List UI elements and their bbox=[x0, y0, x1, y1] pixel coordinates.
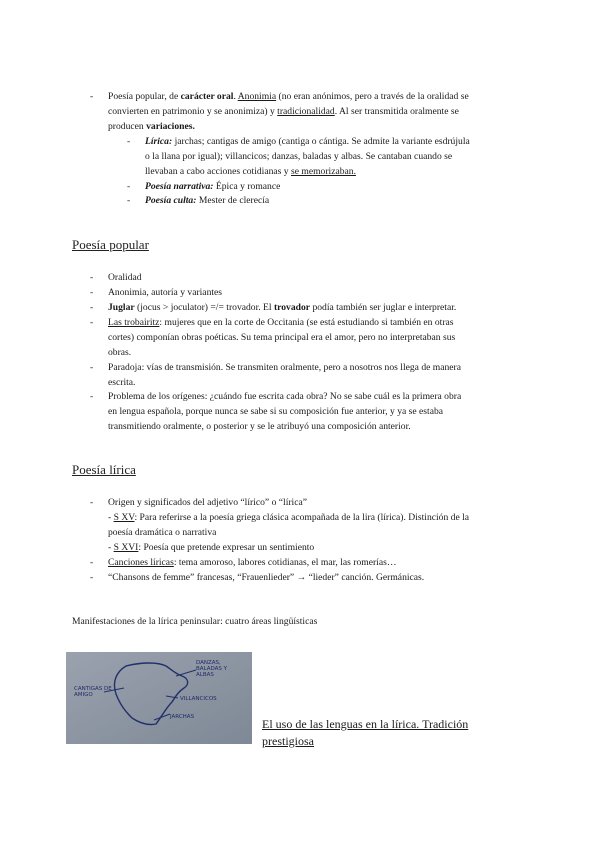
underlined-term: S XVI bbox=[113, 542, 139, 553]
bullet-dash: - bbox=[90, 362, 94, 373]
text-span: poesía dramática o narrativa bbox=[108, 527, 217, 538]
text-span: obras. bbox=[108, 347, 132, 358]
bullet-dash: - bbox=[90, 317, 94, 328]
text-span: Problema de los orígenes: ¿cuándo fue escrita cada obra? No se sabe cuál es la primera obra bbox=[108, 391, 462, 402]
list-item bbox=[90, 555, 530, 570]
list-item bbox=[90, 360, 530, 390]
bullet-dash: - bbox=[90, 272, 94, 283]
text-span: - bbox=[108, 512, 114, 523]
sketch-label: CANTIGAS DE AMIGO bbox=[74, 686, 112, 698]
text-span: Origen y significados del adjetivo “lírico” o “lírica” bbox=[108, 497, 307, 508]
bullet-dash: - bbox=[127, 195, 131, 206]
text-span: (jocus > joculator) =/= trovador. El bbox=[134, 302, 274, 313]
section-heading: Poesía popular bbox=[72, 237, 149, 252]
bold-italic-label: Lírica: bbox=[145, 136, 173, 147]
text-span: Paradoja: vías de transmisión. Se transmiten oralmente, pero a nosotros nos llega de manera bbox=[108, 362, 462, 373]
list-item bbox=[90, 285, 222, 300]
bullet-dash: - bbox=[90, 497, 94, 508]
bullet-dash: - bbox=[90, 572, 94, 583]
bold-term: Juglar bbox=[108, 302, 135, 313]
text-span: (no eran anónimos, pero a través de la oralidad se bbox=[276, 91, 469, 102]
peninsula-map-sketch bbox=[66, 652, 252, 744]
underlined-term: S XV bbox=[113, 512, 135, 523]
list-item bbox=[90, 270, 142, 285]
text-span: Poesía popular, de bbox=[108, 91, 181, 102]
bullet-dash: - bbox=[127, 181, 131, 192]
text-span: - bbox=[108, 542, 114, 553]
paragraph: Manifestaciones de la lírica peninsular: cuatro áreas lingüísticas bbox=[72, 616, 318, 627]
bold-term: carácter oral bbox=[180, 91, 234, 102]
underlined-term: Canciones líricas bbox=[108, 557, 174, 568]
sketch-label: JARCHAS bbox=[170, 714, 195, 720]
bullet-dash: - bbox=[90, 391, 94, 402]
sketch-label: DANZAS, BALADAS Y ALBAS bbox=[196, 660, 227, 678]
list-item bbox=[90, 300, 456, 315]
text-span: . bbox=[233, 91, 238, 102]
section-heading: Poesía lírica bbox=[72, 462, 136, 477]
text-span: Mester de clerecía bbox=[196, 195, 270, 206]
list-item bbox=[90, 570, 530, 585]
bullet-dash: - bbox=[90, 287, 94, 298]
text-span: podía también ser juglar e interpretar. bbox=[310, 302, 457, 313]
text-span: convierten en patrimonio y se anonimiza) y bbox=[108, 106, 278, 117]
bold-italic-label: Poesía narrativa: bbox=[145, 181, 214, 192]
text-span: escrita. bbox=[108, 377, 136, 388]
bullet-dash: - bbox=[127, 136, 131, 147]
text-span: transmitiendo oralmente, o posterior y se le atribuyó una composición anterior. bbox=[108, 421, 411, 432]
list-item bbox=[90, 389, 530, 434]
text-span: Oralidad bbox=[108, 272, 142, 283]
underlined-term: se memorizaban. bbox=[290, 166, 356, 177]
list-item bbox=[90, 495, 530, 555]
bullet-dash: - bbox=[90, 557, 94, 568]
text-span: en lengua española, porque nunca se sabe si su composición fue anterior, y ya se estaba bbox=[108, 406, 444, 417]
text-span: llevaban a cabo acciones cotidianas y bbox=[145, 166, 291, 177]
underlined-term: tradicionalidad bbox=[277, 106, 335, 117]
sub-list-item bbox=[127, 179, 280, 194]
sub-list-item bbox=[127, 134, 527, 179]
text-span: : tema amoroso, labores cotidianas, el mar, las romerías… bbox=[173, 557, 397, 568]
text-span: . Al ser transmitida oralmente se bbox=[334, 106, 459, 117]
bold-term: variaciones. bbox=[146, 121, 195, 132]
text-span: Épica y romance bbox=[213, 181, 281, 192]
text-span: “Chansons de femme” francesas, “Frauenlieder” → “lieder” canción. Germánicas. bbox=[108, 572, 425, 583]
underlined-term: Las trobairitz bbox=[108, 317, 160, 328]
text-span: Anonimia, autoría y variantes bbox=[108, 287, 223, 298]
bullet-dash: - bbox=[90, 91, 94, 102]
text-span: producen bbox=[108, 121, 147, 132]
text-span: cortes) componían obras poéticas. Su tema principal era el amor, pero no interpretaban sus bbox=[108, 332, 456, 343]
text-span: : Poesía que pretende expresar un sentimiento bbox=[138, 542, 315, 553]
image-caption: El uso de las lenguas en la lírica. Tradición prestigiosa bbox=[262, 717, 469, 748]
sketch-photo bbox=[66, 652, 252, 744]
bold-term: trovador bbox=[273, 302, 311, 313]
text-span: : mujeres que en la corte de Occitania (se está estudiando si también en otras bbox=[159, 317, 454, 328]
underlined-term: Anonimia bbox=[237, 91, 277, 102]
sub-list-item bbox=[127, 193, 269, 208]
text-span: jarchas; cantigas de amigo (cantiga o cántiga. Se admite la variante esdrújula bbox=[172, 136, 470, 147]
bullet-dash: - bbox=[90, 302, 94, 313]
bold-italic-label: Poesía culta: bbox=[145, 195, 197, 206]
list-item bbox=[90, 315, 530, 360]
sketch-label: VILLANCICOS bbox=[180, 696, 217, 702]
text-span: o la llana por igual); villancicos; danzas, baladas y albas. Se cantaban cuando se bbox=[145, 151, 453, 162]
text-span: : Para referirse a la poesía griega clásica acompañada de la lira (lírica). Distinción de la bbox=[134, 512, 470, 523]
list-item bbox=[90, 89, 530, 134]
